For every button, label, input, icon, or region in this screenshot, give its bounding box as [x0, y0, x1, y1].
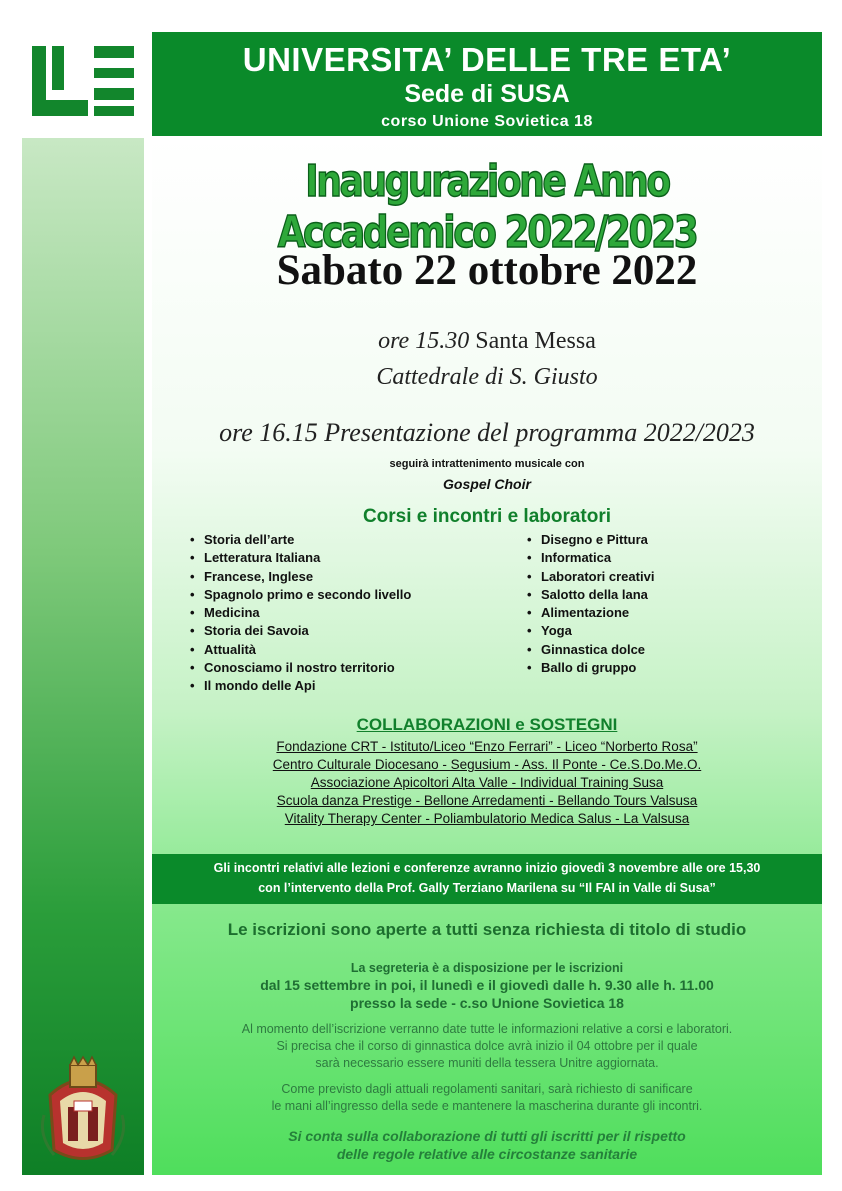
presentation-line: ore 16.15 Presentazione del programma 2022/2023	[219, 418, 755, 447]
secretary-line-1: La segreteria è a disposizione per le iscrizioni	[350, 961, 624, 975]
notice-line-1: Gli incontri relativi alle lezioni e conferenze avranno inizio giovedì 3 novembre alle ore 15,30	[213, 861, 761, 875]
list-item: • Laboratori creativi	[527, 568, 655, 584]
list-item: • Letteratura Italiana	[190, 550, 321, 566]
courses-list-right	[527, 531, 654, 677]
mass-label: Santa Messa	[475, 328, 596, 354]
music-intro: seguirà intrattenimento musicale con	[389, 458, 585, 470]
closing-line-1: Si conta sulla collaborazione di tutti gli iscritti per il rispetto	[288, 1128, 686, 1144]
info-line-1: Al momento dell’iscrizione verranno date tutte le informazioni relative a corsi e laboratori.	[241, 1022, 733, 1036]
inauguration-title: Inaugurazione Anno Accademico 2022/2023	[277, 156, 697, 258]
gospel-choir: Gospel Choir	[443, 476, 531, 492]
courses-list-left	[190, 531, 411, 696]
courses-title: Corsi e incontri e laboratori	[362, 506, 612, 527]
collaborations-line: Scuola danza Prestige - Bellone Arredamenti - Bellando Tours Valsusa	[276, 793, 698, 808]
list-item: • Alimentazione	[527, 605, 630, 621]
mass-place: Cattedrale di S. Giusto	[376, 364, 598, 390]
registration-headline: Le iscrizioni sono aperte a tutti senza richiesta di titolo di studio	[227, 920, 747, 939]
list-item: • Informatica	[527, 550, 612, 566]
susa-crest-icon	[40, 1055, 126, 1163]
unitre-logo	[30, 40, 140, 122]
notice-line-2: con l’intervento della Prof. Gally Terziano Marilena su “Il FAI in Valle di Susa”	[258, 881, 716, 895]
list-item: • Salotto della lana	[527, 586, 648, 602]
list-item: • Disegno e Pittura	[527, 532, 648, 547]
event-date: Sabato 22 ottobre 2022	[276, 247, 698, 294]
mass-line	[152, 328, 822, 355]
info-line-2: Si precisa che il corso di ginnastica dolce avrà inizio il 04 ottobre per il quale	[276, 1039, 698, 1053]
list-item: • Yoga	[527, 623, 572, 639]
header-banner	[152, 32, 822, 136]
mass-time: ore 15.30	[378, 328, 470, 354]
address-line: corso Unione Sovietica 18	[381, 113, 593, 130]
list-item: • Spagnolo primo e secondo livello	[190, 586, 412, 602]
list-item: • Ballo di gruppo	[527, 660, 637, 676]
health-line-1: Come previsto dagli attuali regolamenti sanitari, sarà richiesto di sanificare	[281, 1082, 693, 1096]
collaborations-line: Fondazione CRT - Istituto/Liceo “Enzo Ferrari” - Liceo “Norberto Rosa”	[276, 739, 698, 754]
university-title: UNIVERSITA’ DELLE TRE ETA’	[242, 41, 732, 78]
side-gradient-bar	[22, 138, 144, 1175]
list-item: • Storia dell’arte	[190, 532, 295, 547]
list-item: • Il mondo delle Api	[190, 678, 316, 694]
collaborations-line: Associazione Apicoltori Alta Valle - Individual Training Susa	[310, 775, 664, 790]
health-line-2: le mani all’ingresso della sede e mantenere la mascherina durante gli incontri.	[271, 1099, 703, 1113]
list-item: • Attualità	[190, 641, 256, 657]
list-item: • Medicina	[190, 605, 260, 621]
list-item: • Francese, Inglese	[190, 568, 314, 584]
secretary-line-2: dal 15 settembre in poi, il lunedì e il giovedì dalle h. 9.30 alle h. 11.00	[260, 977, 714, 993]
collaborations-line: Centro Culturale Diocesano - Segusium - Ass. Il Ponte - Ce.S.Do.Me.O.	[272, 757, 702, 772]
location-subtitle: Sede di SUSA	[404, 80, 570, 108]
notice-band	[152, 854, 822, 904]
list-item: • Ginnastica dolce	[527, 641, 646, 657]
main-panel	[152, 138, 822, 1175]
info-line-3: sarà necessario essere muniti della tessera Unitre aggiornata.	[315, 1056, 659, 1070]
collaborations-title: COLLABORAZIONI e SOSTEGNI	[356, 715, 618, 734]
collaborations-line: Vitality Therapy Center - Poliambulatorio Medica Salus - La Valsusa	[284, 811, 690, 826]
list-item: • Conosciamo il nostro territorio	[190, 660, 395, 676]
secretary-line-3: presso la sede - c.so Unione Sovietica 18	[350, 995, 624, 1011]
list-item: • Storia dei Savoia	[190, 623, 309, 639]
closing-line-2: delle regole relative alle circostanze sanitarie	[336, 1146, 638, 1162]
